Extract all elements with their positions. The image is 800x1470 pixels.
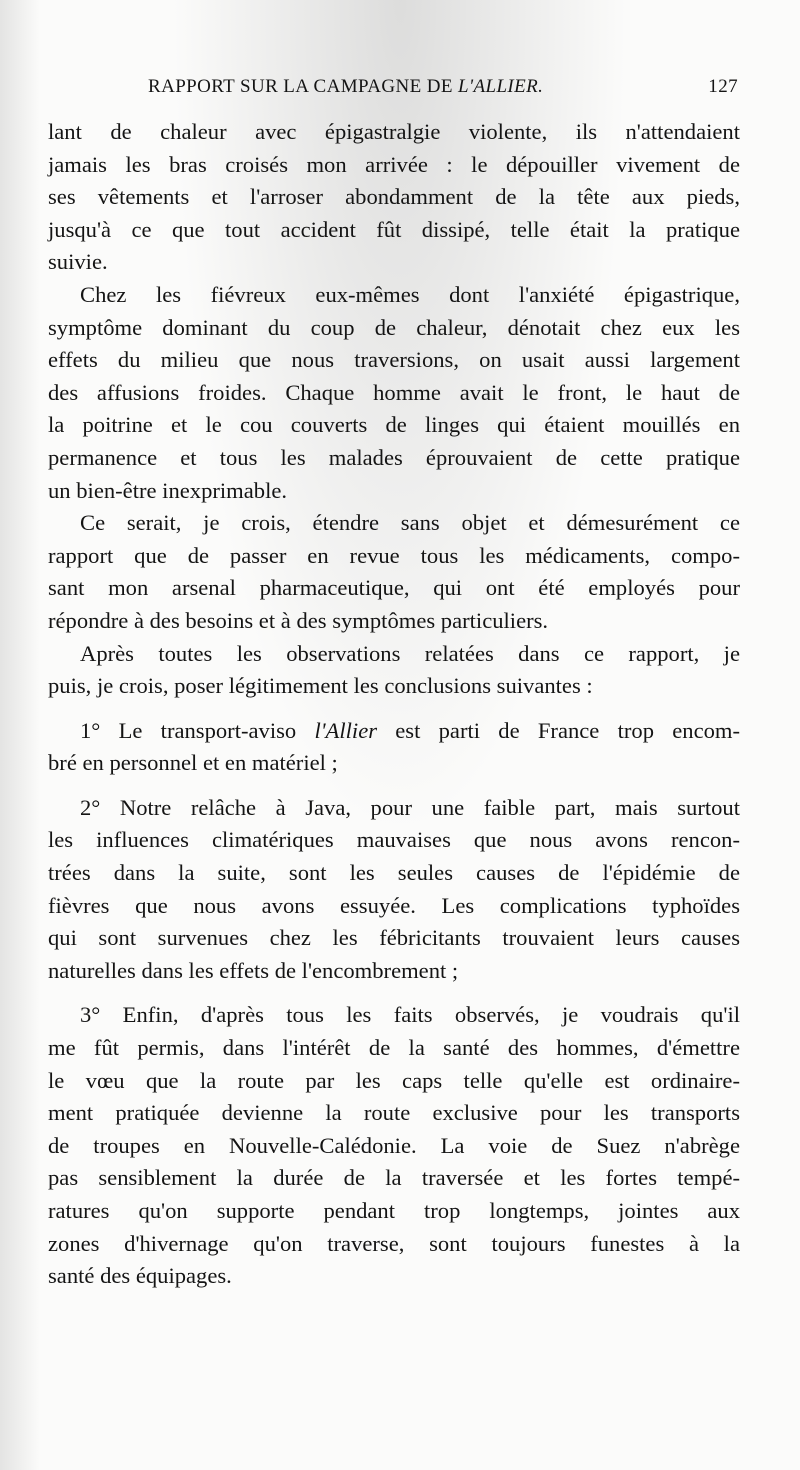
text-line: effets du milieu que nous traversions, on usait aussi largement <box>48 347 740 373</box>
text-line: permanence et tous les malades éprouvaient de cette pratique <box>48 444 740 470</box>
text-line: Après toutes les observations relatées dans ce rapport, je <box>80 640 740 666</box>
text-line: zones d'hivernage qu'on traverse, sont toujours funestes à la <box>48 1230 740 1256</box>
paragraph-gap <box>48 987 740 999</box>
text-line: qui sont survenues chez les fébricitants trouvaient leurs causes <box>48 925 740 951</box>
page-header <box>148 76 738 102</box>
text-line: pas sensiblement la durée de la traversée et les fortes tempé- <box>48 1165 740 1191</box>
text-line: 2° Notre relâche à Java, pour une faible part, mais surtout <box>80 794 740 820</box>
text-segment-italic: l'Allier <box>314 717 378 743</box>
text-line: sant mon arsenal pharmaceutique, qui ont été employés pour <box>48 575 740 601</box>
text-line: les influences climatériques mauvaises que nous avons rencon- <box>48 827 740 853</box>
text-line: bré en personnel et en matériel ; <box>48 750 338 776</box>
running-title <box>148 76 543 98</box>
paragraph-gap <box>48 703 740 715</box>
text-line: de troupes en Nouvelle-Calédonie. La voie de Suez n'abrège <box>48 1132 740 1158</box>
text-line: lant de chaleur avec épigastralgie violente, ils n'attendaient <box>48 119 740 144</box>
text-line: naturelles dans les effets de l'encombrement ; <box>48 957 459 983</box>
text-line: ment pratiquée devienne la route exclusive pour les transports <box>48 1100 740 1126</box>
text-segment: 1° Le transport-aviso <box>80 717 315 743</box>
text-line: symptôme dominant du coup de chaleur, dénotait chez eux les <box>48 314 740 340</box>
text-line: Chez les fiévreux eux-mêmes dont l'anxiété épigastrique, <box>80 281 740 307</box>
text-line: jamais les bras croisés mon arrivée : le dépouiller vivement de <box>48 151 740 177</box>
text-line: 3° Enfin, d'après tous les faits observés, je voudrais qu'il <box>80 1002 740 1028</box>
text-line: fièvres que nous avons essuyée. Les complications typhoïdes <box>48 892 740 918</box>
text-line: ratures qu'on supporte pendant trop longtemps, jointes aux <box>48 1198 740 1223</box>
text-line: trées dans la suite, sont les seules causes de l'épidémie de <box>48 860 740 886</box>
page-number: 127 <box>708 76 738 97</box>
text-line: un bien-être inexprimable. <box>48 477 288 503</box>
text-line: santé des équipages. <box>48 1263 232 1289</box>
text-line: me fût permis, dans l'intérêt de la santé des hommes, d'émettre <box>48 1035 740 1061</box>
text-line: rapport que de passer en revue tous les médicaments, compo- <box>48 542 740 568</box>
body-text <box>48 116 740 1293</box>
text-line: la poitrine et le cou couverts de linges qui étaient mouillés en <box>48 412 740 438</box>
text-line: répondre à des besoins et à des symptômes particuliers. <box>48 607 549 633</box>
text-line: puis, je crois, poser légitimement les conclusions suivantes : <box>48 673 593 699</box>
text-line: jusqu'à ce que tout accident fût dissipé, telle était la pratique <box>48 216 740 242</box>
text-line: suivie. <box>48 249 108 275</box>
text-segment: est parti de France trop encom- <box>377 717 740 743</box>
running-title-italic: L'ALLIER. <box>458 76 544 97</box>
text-line <box>48 715 740 748</box>
text-line: ses vêtements et l'arroser abondamment de la tête aux pieds, <box>48 184 740 210</box>
paragraph-gap <box>48 780 740 792</box>
text-line: Ce serait, je crois, étendre sans objet et démesurément ce <box>80 510 740 536</box>
text-line: le vœu que la route par les caps telle qu'elle est ordinaire- <box>48 1067 740 1093</box>
text-line: des affusions froides. Chaque homme avait le front, le haut de <box>48 379 740 405</box>
running-title-main: RAPPORT SUR LA CAMPAGNE DE <box>148 76 459 97</box>
